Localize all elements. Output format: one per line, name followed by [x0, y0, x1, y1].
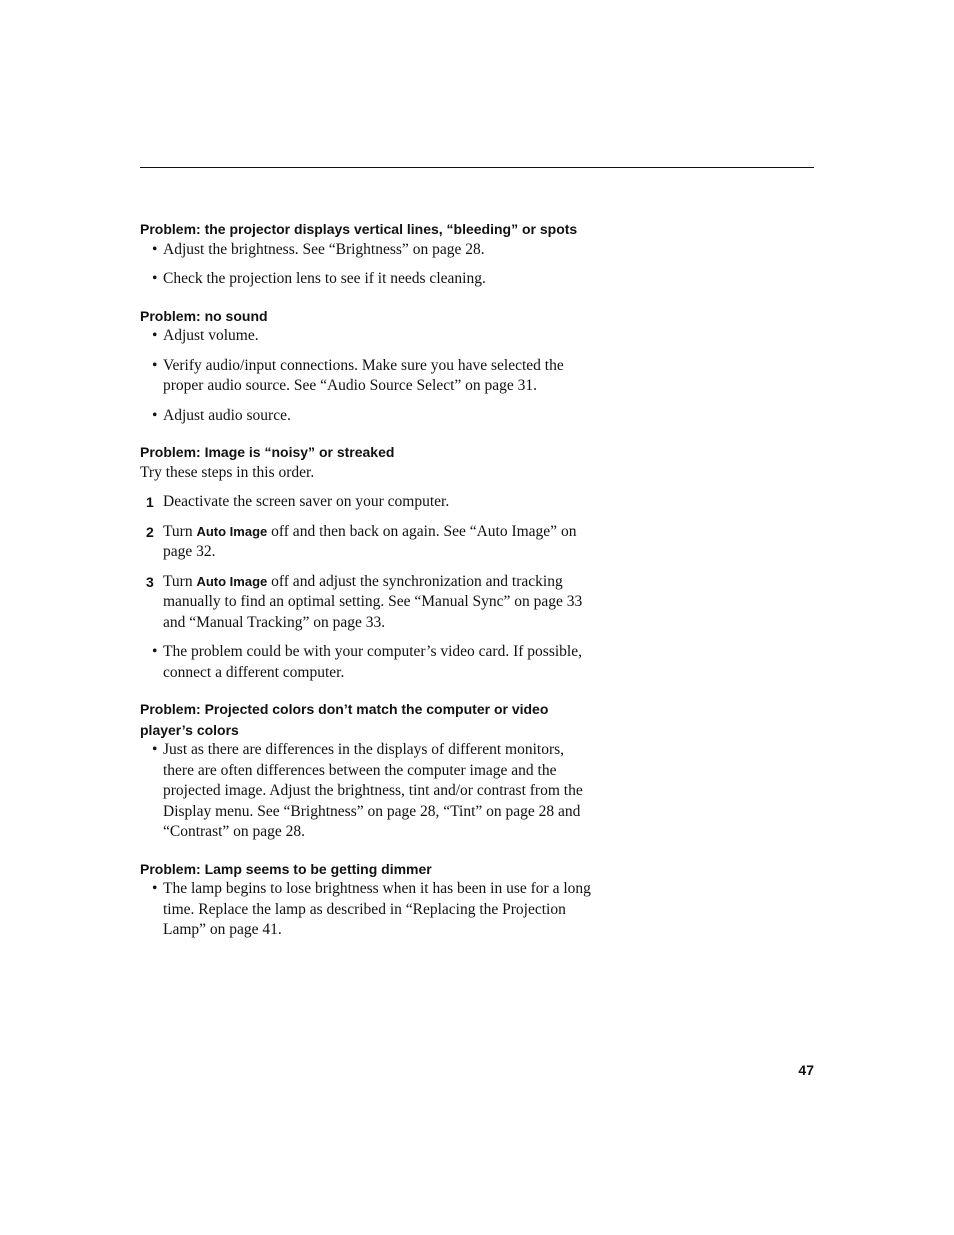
numbered-step [140, 492, 592, 513]
list-item [140, 240, 592, 261]
section-heading: Problem: Image is “noisy” or streaked [140, 444, 395, 460]
ui-term-auto-image: Auto Image [196, 523, 268, 539]
list-item-text: Verify audio/input connections. Make sure you have selected the proper audio source. See “Audio Source Select” on page 31. [163, 356, 564, 394]
step-text-post: off and then back on again. See “Auto Image” on page 32. [163, 522, 577, 560]
page-number: 47 [798, 1062, 814, 1078]
bullet-icon: • [152, 880, 158, 897]
step-number: 1 [146, 494, 154, 510]
numbered-step [140, 522, 592, 563]
bullet-icon: • [152, 356, 158, 374]
section-heading: Problem: no sound [140, 307, 268, 324]
section-noisy-image [140, 442, 592, 683]
step-text-pre: Turn [163, 522, 197, 540]
section-color-mismatch [140, 699, 592, 843]
list-item [140, 740, 592, 843]
list-item [140, 879, 592, 941]
step-number: 3 [146, 573, 154, 590]
header-rule [140, 167, 814, 168]
list-item-text: The problem could be with your computer’s video card. If possible, connect a different computer. [163, 643, 582, 681]
section-lamp-dimmer [140, 859, 592, 941]
section-heading: Problem: the projector displays vertical lines, “bleeding” or spots [140, 221, 578, 237]
list-item [140, 642, 592, 683]
bullet-icon: • [152, 741, 158, 758]
section-intro: Try these steps in this order. [140, 463, 315, 481]
step-text-post: off and adjust the synchronization and tracking manually to find an optimal setting. See “Manual Sync” on page 33 and “Manual Tracking” on page 33. [163, 572, 583, 631]
ui-term-auto-image: Auto Image [196, 573, 268, 589]
bullet-icon: • [152, 643, 158, 660]
section-no-sound [140, 306, 592, 427]
bullet-icon: • [152, 240, 158, 258]
list-item [140, 356, 592, 397]
section-heading: Problem: Projected colors don’t match the computer or video player’s colors [140, 701, 549, 738]
list-item-text: Adjust audio source. [163, 406, 291, 424]
list-item [140, 406, 592, 427]
list-item [140, 269, 592, 290]
bullet-icon: • [152, 270, 158, 287]
list-item-text: Adjust the brightness. See “Brightness” on page 28. [163, 240, 485, 258]
list-item-text: Check the projection lens to see if it needs cleaning. [163, 270, 486, 287]
bullet-icon: • [152, 406, 158, 424]
list-item [140, 326, 592, 347]
step-text-pre: Turn [163, 572, 197, 590]
list-item-text: The lamp begins to lose brightness when it has been in use for a long time. Replace the lamp as described in “Replacing the Projection Lamp” on page 41. [163, 880, 591, 938]
step-number: 2 [146, 523, 154, 540]
list-item-text: Adjust volume. [163, 327, 259, 344]
step-text: Deactivate the screen saver on your computer. [163, 493, 450, 510]
bullet-icon: • [152, 327, 158, 344]
section-vertical-lines [140, 219, 592, 290]
page-content [140, 219, 592, 941]
list-item-text: Just as there are differences in the displays of different monitors, there are often differences between the computer image and the projected image. Adjust the brightness, tint and/or contrast from the Display menu. See “Brightness” on page 28, “Tint” on page 28 and “Contrast” on page 28. [163, 741, 583, 840]
numbered-step [140, 572, 592, 634]
section-heading: Problem: Lamp seems to be getting dimmer [140, 860, 432, 877]
